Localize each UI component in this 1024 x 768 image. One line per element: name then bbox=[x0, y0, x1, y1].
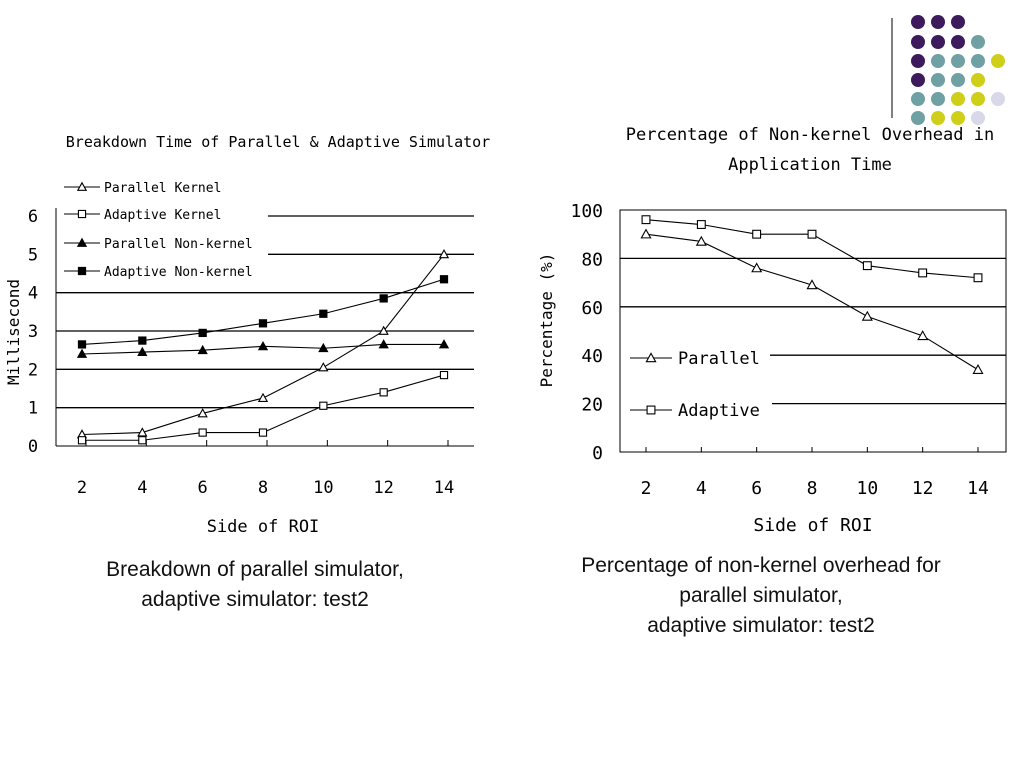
chart1-data-point bbox=[199, 429, 206, 436]
chart1-data-point bbox=[320, 402, 327, 409]
chart2-series-line bbox=[646, 220, 978, 278]
chart2-data-point bbox=[863, 262, 871, 270]
chart1-data-point bbox=[380, 295, 387, 302]
chart1-data-point bbox=[440, 372, 447, 379]
chart2-legend-marker bbox=[647, 406, 655, 414]
chart2-y-tick-label: 40 bbox=[581, 346, 603, 368]
chart2-data-point bbox=[752, 263, 761, 271]
chart1-y-tick-label: 2 bbox=[27, 360, 39, 381]
chart1-data-point bbox=[139, 337, 146, 344]
chart2-y-tick-label: 0 bbox=[592, 443, 603, 464]
caption-left bbox=[40, 555, 470, 615]
chart1-legend-label: Adaptive Kernel bbox=[104, 208, 222, 223]
chart1-legend-label: Parallel Non-kernel bbox=[104, 237, 253, 252]
chart1-y-tick-label: 6 bbox=[27, 207, 39, 227]
chart2-x-tick-label: 8 bbox=[806, 478, 818, 499]
chart1-legend-marker bbox=[78, 267, 85, 274]
chart2-x-tick-label: 2 bbox=[640, 478, 652, 499]
chart2-data-point bbox=[697, 221, 705, 229]
chart2-data-point bbox=[918, 331, 927, 339]
chart-breakdown-time bbox=[4, 133, 490, 537]
caption-left-line-1: Breakdown of parallel simulator, bbox=[106, 558, 404, 581]
caption-right bbox=[530, 551, 992, 641]
chart1-y-tick-label: 4 bbox=[27, 283, 39, 304]
chart1-series-line bbox=[82, 279, 444, 344]
chart2-y-tick-label: 80 bbox=[581, 249, 603, 271]
chart2-data-point bbox=[863, 312, 872, 320]
chart1-x-tick-label: 12 bbox=[373, 478, 394, 498]
chart1-data-point bbox=[440, 276, 447, 283]
chart2-data-point bbox=[919, 269, 927, 277]
chart1-data-point bbox=[78, 437, 85, 444]
chart2-data-point bbox=[641, 230, 650, 238]
chart1-y-tick-label: 5 bbox=[27, 245, 39, 266]
chart2-y-tick-label: 20 bbox=[581, 394, 603, 416]
chart1-y-tick-label: 1 bbox=[27, 398, 39, 419]
chart2-data-point bbox=[753, 230, 761, 238]
chart1-x-tick-label: 4 bbox=[137, 478, 148, 498]
chart1-x-tick-label: 14 bbox=[433, 478, 455, 498]
chart1-data-point bbox=[380, 389, 387, 396]
caption-right-line-1: Percentage of non-kernel overhead for bbox=[581, 554, 941, 577]
chart2-data-point bbox=[808, 230, 816, 238]
chart1-legend-label: Adaptive Non-kernel bbox=[104, 265, 253, 280]
chart2-x-tick-label: 12 bbox=[911, 478, 934, 499]
caption-right-line-3: adaptive simulator: test2 bbox=[647, 614, 875, 637]
chart2-data-point bbox=[973, 365, 982, 373]
chart2-x-tick-label: 6 bbox=[751, 478, 763, 499]
chart1-data-point bbox=[320, 310, 327, 317]
chart1-x-tick-label: 10 bbox=[313, 478, 334, 498]
chart2-legend-label: Adaptive bbox=[678, 401, 760, 421]
chart1-x-tick-label: 8 bbox=[257, 478, 269, 498]
chart1-x-axis-label: Side of ROI bbox=[206, 517, 320, 537]
chart2-x-tick-label: 4 bbox=[695, 478, 707, 499]
chart1-legend-marker bbox=[78, 210, 85, 217]
chart2-title-line-1: Percentage of Non-kernel Overhead in bbox=[625, 125, 995, 145]
chart2-data-point bbox=[974, 274, 982, 282]
chart2-legend-label: Parallel bbox=[678, 349, 760, 369]
chart2-y-tick-label: 100 bbox=[570, 201, 603, 222]
chart2-title-line-2: Application Time bbox=[728, 155, 892, 175]
chart2-data-point bbox=[642, 216, 650, 224]
caption-left-line-2: adaptive simulator: test2 bbox=[141, 588, 369, 611]
chart1-y-tick-label: 0 bbox=[27, 437, 39, 457]
chart2-y-axis-label: Percentage (%) bbox=[537, 252, 556, 388]
chart1-x-tick-label: 6 bbox=[197, 478, 208, 498]
chart2-x-tick-label: 14 bbox=[967, 478, 989, 499]
chart2-x-tick-label: 10 bbox=[856, 478, 879, 499]
chart1-data-point bbox=[259, 394, 267, 402]
chart1-legend-label: Parallel Kernel bbox=[104, 181, 222, 196]
chart2-y-tick-label: 60 bbox=[581, 297, 603, 319]
chart1-data-point bbox=[319, 363, 327, 371]
chart1-data-point bbox=[139, 437, 146, 444]
chart2-x-axis-label: Side of ROI bbox=[753, 515, 873, 536]
chart1-x-tick-label: 2 bbox=[76, 478, 88, 498]
chart1-data-point bbox=[259, 429, 266, 436]
caption-right-line-2: parallel simulator, bbox=[679, 584, 843, 607]
chart1-y-axis-label: Millisecond bbox=[4, 279, 23, 385]
chart1-y-tick-label: 3 bbox=[27, 322, 39, 342]
chart1-title: Breakdown Time of Parallel & Adaptive Simulator bbox=[65, 133, 491, 151]
chart-nonkernel-percentage bbox=[537, 125, 1006, 536]
chart1-data-point bbox=[199, 329, 206, 336]
chart1-data-point bbox=[259, 320, 266, 327]
chart1-data-point bbox=[78, 341, 85, 348]
